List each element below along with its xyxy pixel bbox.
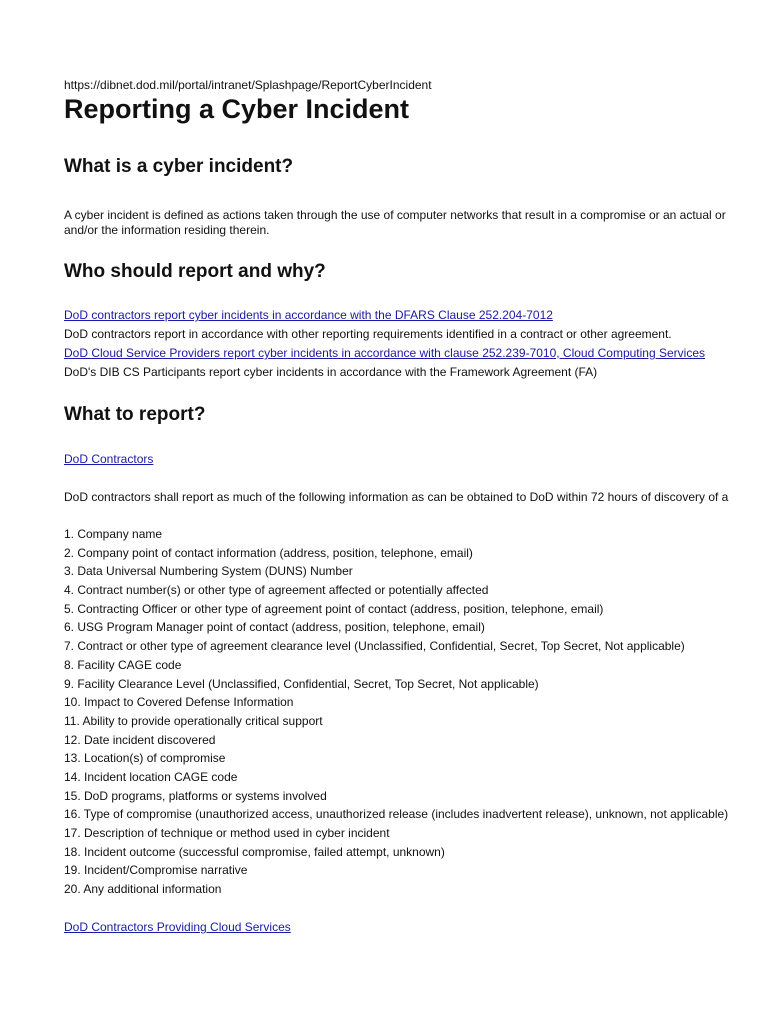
definition-line-2: and/or the information residing therein.: [64, 223, 270, 237]
heading-what-to-report: What to report?: [64, 404, 206, 425]
list-item: 11. Ability to provide operationally critical support: [64, 713, 323, 728]
list-item: 15. DoD programs, platforms or systems involved: [64, 788, 327, 803]
list-item: 7. Contract or other type of agreement clearance level (Unclassified, Confidential, Secret, Top Secret, Not applicable): [64, 639, 685, 654]
heading-who-should-report: Who should report and why?: [64, 261, 326, 282]
list-item: 16. Type of compromise (unauthorized access, unauthorized release (includes inadvertent release), unknown, not applicable): [64, 807, 729, 822]
dfars-clause-link[interactable]: DoD contractors report cyber incidents in accordance with the DFARS Clause 252.204-7012: [64, 308, 553, 322]
list-item: 12. Date incident discovered: [64, 732, 216, 747]
report-items-list: [64, 525, 728, 899]
dod-contractors-link[interactable]: DoD Contractors: [64, 452, 154, 466]
cloud-service-providers-link[interactable]: DoD Cloud Service Providers report cyber incidents in accordance with clause 252.239-7010, Cloud Computing Services: [64, 346, 705, 360]
dib-cs-participants-text: DoD's DIB CS Participants report cyber incidents in accordance with the Framework Agreement (FA): [64, 365, 598, 379]
other-requirements-text: DoD contractors report in accordance with other reporting requirements identified in a contract or other agreement.: [64, 327, 672, 341]
list-item: 5. Contracting Officer or other type of agreement point of contact (address, position, telephone, email): [64, 601, 604, 616]
reporting-intro-text: DoD contractors shall report as much of the following information as can be obtained to DoD within 72 hours of discovery of a: [64, 490, 729, 504]
page-url: https://dibnet.dod.mil/portal/intranet/Splashpage/ReportCyberIncident: [64, 78, 432, 92]
list-item: 8. Facility CAGE code: [64, 657, 182, 672]
list-item: 19. Incident/Compromise narrative: [64, 863, 248, 878]
list-item: 18. Incident outcome (successful compromise, failed attempt, unknown): [64, 844, 445, 859]
list-item: 13. Location(s) of compromise: [64, 751, 226, 766]
document-page: [64, 0, 768, 1024]
list-item: 20. Any additional information: [64, 882, 222, 897]
heading-what-is-cyber-incident: What is a cyber incident?: [64, 156, 294, 177]
list-item: 10. Impact to Covered Defense Information: [64, 695, 294, 710]
list-item: 14. Incident location CAGE code: [64, 769, 238, 784]
definition-line-1: A cyber incident is defined as actions taken through the use of computer networks that result in a compromise or an actual or: [64, 208, 726, 222]
list-item: 1. Company name: [64, 527, 163, 541]
list-item: 4. Contract number(s) or other type of agreement affected or potentially affected: [64, 583, 489, 598]
list-item: 17. Description of technique or method used in cyber incident: [64, 826, 390, 840]
list-item: 2. Company point of contact information (address, position, telephone, email): [64, 545, 473, 560]
list-item: 3. Data Universal Numbering System (DUNS) Number: [64, 564, 353, 579]
list-item: 6. USG Program Manager point of contact (address, position, telephone, email): [64, 620, 485, 635]
list-item: 9. Facility Clearance Level (Unclassified, Confidential, Secret, Top Secret, Not applicable): [64, 676, 539, 691]
page-title: Reporting a Cyber Incident: [64, 94, 410, 124]
cloud-services-contractors-link[interactable]: DoD Contractors Providing Cloud Services: [64, 920, 291, 934]
